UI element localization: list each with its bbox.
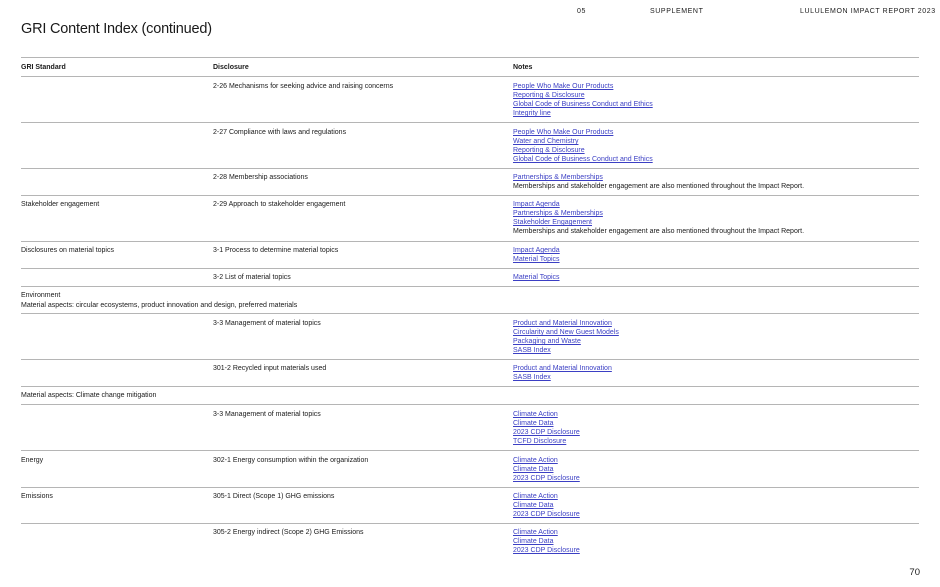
note-link[interactable]: 2023 CDP Disclosure: [513, 511, 580, 519]
note-text: Memberships and stakeholder engagement are also mentioned throughout the Impact Report.: [513, 183, 805, 191]
note-link[interactable]: Climate Data: [513, 420, 554, 428]
row-disclosure: 301-2 Recycled input materials used: [213, 365, 327, 372]
row-disclosure: 2-29 Approach to stakeholder engagement: [213, 201, 346, 208]
row-notes: [513, 200, 913, 236]
note-link[interactable]: 2023 CDP Disclosure: [513, 429, 580, 437]
row-disclosure: 302-1 Energy consumption within the organization: [213, 457, 369, 464]
note-link[interactable]: Climate Action: [513, 411, 558, 418]
row-divider: [21, 268, 919, 269]
note-link[interactable]: Water and Chemistry: [513, 138, 579, 146]
row-divider: [21, 359, 919, 360]
note-link[interactable]: Climate Action: [513, 493, 558, 500]
note-link[interactable]: 2023 CDP Disclosure: [513, 547, 580, 555]
note-link[interactable]: Partnerships & Memberships: [513, 210, 603, 218]
row-divider: [21, 168, 919, 169]
row-divider: [21, 122, 919, 123]
row-notes: [513, 410, 913, 446]
row-notes: [513, 319, 913, 355]
note-link[interactable]: Product and Material Innovation: [513, 365, 612, 372]
row-disclosure: 3-3 Management of material topics: [213, 320, 321, 327]
note-link[interactable]: Climate Data: [513, 538, 554, 546]
row-category-aspects: Material aspects: circular ecosystems, product innovation and design, preferred materials: [21, 301, 298, 309]
row-divider: [21, 450, 919, 451]
note-link[interactable]: Partnerships & Memberships: [513, 174, 603, 181]
note-link[interactable]: Material Topics: [513, 274, 560, 281]
section-number: 05: [577, 8, 586, 15]
row-disclosure: 3-2 List of material topics: [213, 274, 291, 281]
note-link[interactable]: Reporting & Disclosure: [513, 147, 585, 155]
note-link[interactable]: Climate Data: [513, 502, 554, 510]
note-link[interactable]: Reporting & Disclosure: [513, 92, 585, 100]
row-notes: [513, 246, 913, 264]
note-link[interactable]: Integrity line: [513, 110, 551, 118]
row-notes: [513, 82, 913, 118]
row-divider: [21, 404, 919, 405]
running-header: [0, 8, 940, 20]
page-title: GRI Content Index (continued): [21, 21, 212, 37]
row-notes: [513, 273, 913, 282]
row-notes: [513, 173, 913, 191]
note-link[interactable]: 2023 CDP Disclosure: [513, 475, 580, 483]
row-divider: [21, 386, 919, 387]
row-divider: [21, 523, 919, 524]
row-disclosure: 2-26 Mechanisms for seeking advice and raising concerns: [213, 83, 394, 90]
note-link[interactable]: TCFD Disclosure: [513, 438, 567, 446]
column-header-standard: GRI Standard: [21, 64, 66, 71]
column-header-disclosure: Disclosure: [213, 64, 249, 71]
note-link[interactable]: Impact Agenda: [513, 247, 560, 254]
row-divider: [21, 313, 919, 314]
row-notes: [513, 492, 913, 519]
row-category: Disclosures on material topics: [21, 247, 114, 254]
report-name: LULULEMON IMPACT REPORT 2023: [800, 8, 936, 15]
note-link[interactable]: SASB Index: [513, 374, 551, 382]
row-disclosure: 3-3 Management of material topics: [213, 411, 321, 418]
note-link[interactable]: People Who Make Our Products: [513, 129, 614, 136]
page-number: 70: [909, 567, 920, 578]
row-divider: [21, 195, 919, 196]
column-header-notes: Notes: [513, 64, 533, 71]
note-link[interactable]: Global Code of Business Conduct and Ethics: [513, 101, 653, 109]
note-link[interactable]: Global Code of Business Conduct and Ethics: [513, 156, 653, 164]
note-link[interactable]: Climate Data: [513, 466, 554, 474]
row-category: Material aspects: Climate change mitigation: [21, 392, 157, 399]
row-divider: [21, 487, 919, 488]
note-link[interactable]: Impact Agenda: [513, 201, 560, 208]
row-divider: [21, 286, 919, 287]
row-notes: [513, 364, 913, 382]
row-notes: [513, 128, 913, 164]
header-rule-top: [21, 57, 919, 58]
note-link[interactable]: Packaging and Waste: [513, 338, 581, 346]
row-disclosure: 2-28 Membership associations: [213, 174, 308, 181]
row-category: Stakeholder engagement: [21, 201, 100, 208]
row-disclosure: 2-27 Compliance with laws and regulations: [213, 129, 347, 136]
note-link[interactable]: Climate Action: [513, 457, 558, 464]
note-link[interactable]: Stakeholder Engagement: [513, 219, 592, 227]
note-text: Memberships and stakeholder engagement are also mentioned throughout the Impact Report.: [513, 228, 805, 236]
header-rule-bottom: [21, 76, 919, 77]
note-link[interactable]: Climate Action: [513, 529, 558, 536]
row-disclosure: 3-1 Process to determine material topics: [213, 247, 339, 254]
row-notes: [513, 456, 913, 483]
row-notes: [513, 528, 913, 555]
row-category: Emissions: [21, 493, 53, 500]
note-link[interactable]: Material Topics: [513, 256, 560, 264]
row-category: Energy: [21, 457, 44, 464]
note-link[interactable]: Circularity and New Guest Models: [513, 329, 619, 337]
row-disclosure: 305-1 Direct (Scope 1) GHG emissions: [213, 493, 335, 500]
row-disclosure: 305-2 Energy indirect (Scope 2) GHG Emissions: [213, 529, 364, 536]
note-link[interactable]: People Who Make Our Products: [513, 83, 614, 90]
row-divider: [21, 241, 919, 242]
section-name: SUPPLEMENT: [650, 8, 704, 15]
note-link[interactable]: SASB Index: [513, 347, 551, 355]
row-category: Environment: [21, 292, 61, 299]
note-link[interactable]: Product and Material Innovation: [513, 320, 612, 327]
